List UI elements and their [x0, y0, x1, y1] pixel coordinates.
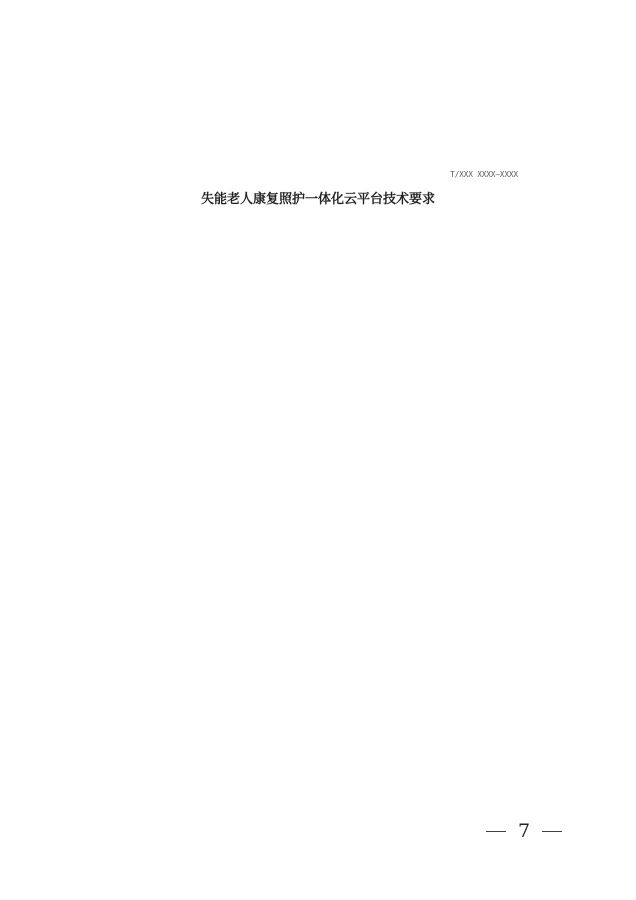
page-number	[486, 820, 562, 842]
standard-number: T/XXX XXXX—XXXX	[450, 170, 518, 179]
page-number-dash-left	[486, 831, 506, 832]
page-number-value: 7	[518, 820, 531, 842]
page-number-dash-right	[542, 831, 562, 832]
page-title: 失能老人康复照护一体化云平台技术要求	[200, 192, 435, 207]
